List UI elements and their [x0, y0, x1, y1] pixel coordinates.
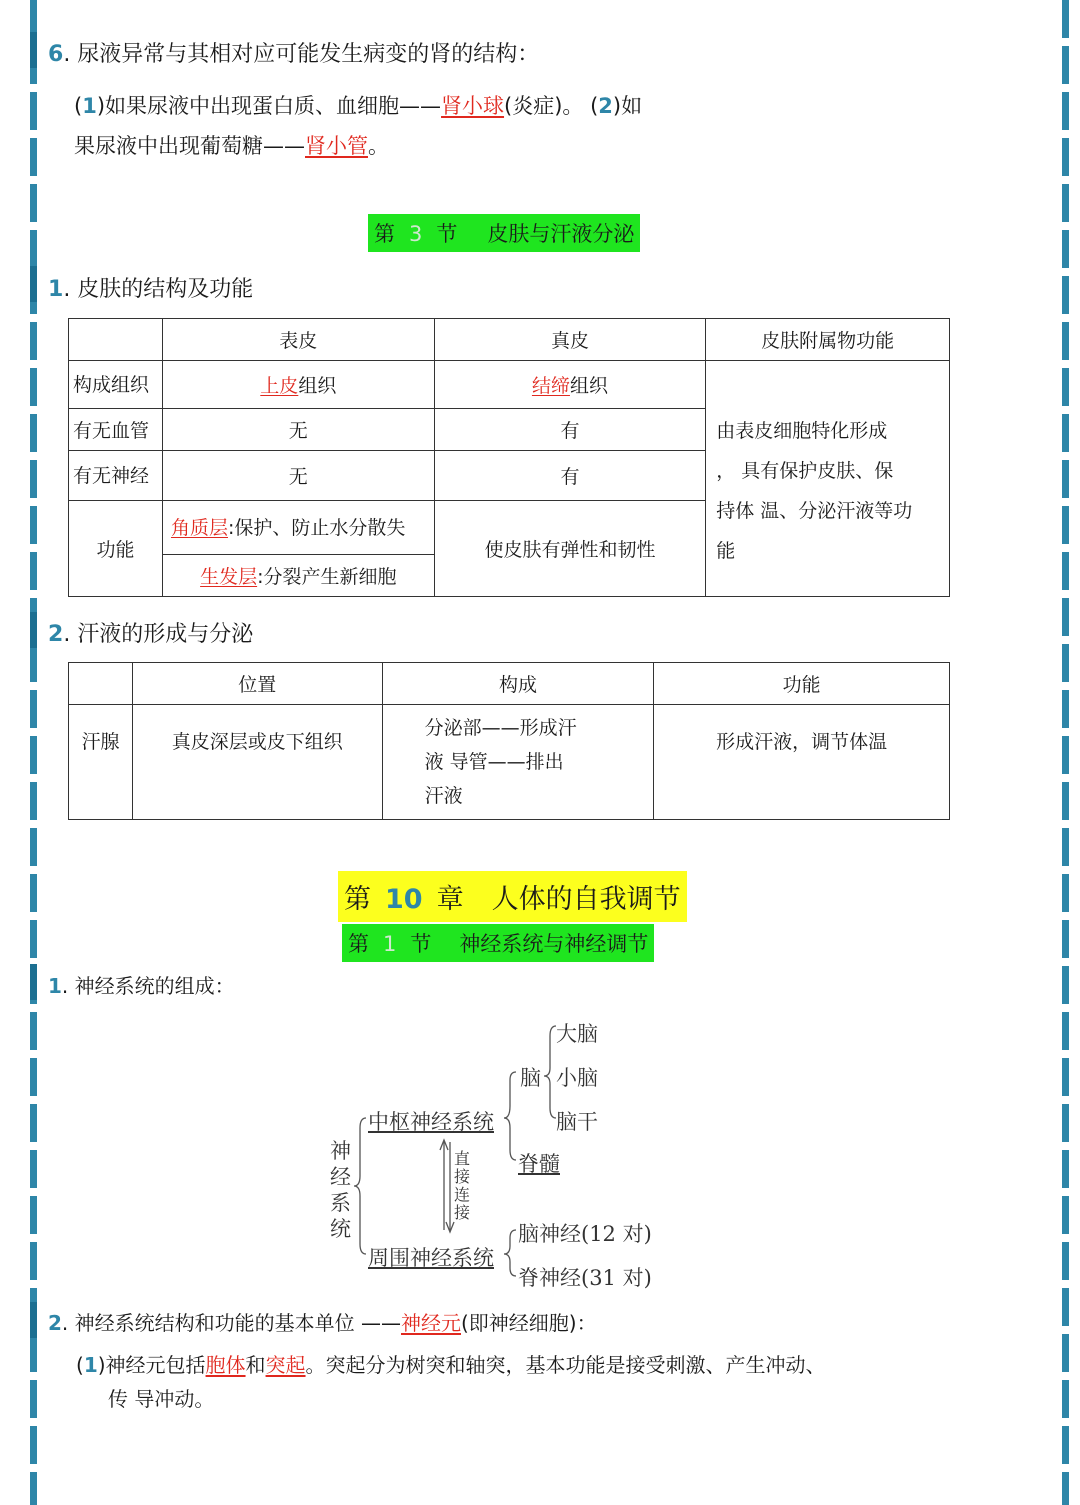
cranial-nerves-node: 脑神经(12 对): [518, 1222, 652, 1246]
left-dashed-border: [30, 0, 37, 1505]
brain-node: 脑: [520, 1066, 541, 1090]
item-6-paragraph: (1)如果尿液中出现蛋白质、血细胞——肾小球(炎症)。 (2)如 果尿液中出现葡萄糖——肾小管。: [74, 94, 643, 158]
appendage-function-cell: 由表皮细胞特化形成 ， 具有保护皮肤、保 持体 温、分泌汗液等功 能: [706, 361, 950, 597]
cerebellum-node: 小脑: [556, 1066, 598, 1090]
heading-marker: [30, 266, 37, 302]
dermis-composition: 结缔组织: [434, 361, 706, 409]
epidermis-vessels: 无: [162, 409, 434, 451]
brainstem-node: 脑干: [556, 1110, 598, 1134]
peripheral-nervous-system: 周围神经系统: [368, 1246, 494, 1270]
header-epidermis: 表皮: [162, 319, 434, 361]
header-function: 功能: [654, 663, 950, 705]
heading-marker: [30, 32, 37, 68]
direct-link-label: 直接连接: [454, 1149, 471, 1222]
header-position: 位置: [132, 663, 382, 705]
spinal-nerves-node: 脊神经(31 对): [518, 1266, 652, 1290]
root-nervous-system: 神经系统: [330, 1139, 351, 1241]
section-3-title: 第 3 节 皮肤与汗液分泌: [368, 214, 640, 252]
header-dermis: 真皮: [434, 319, 706, 361]
right-dashed-border: [1062, 0, 1069, 1505]
cerebrum-node: 大脑: [556, 1022, 598, 1046]
nervous-system-diagram: [320, 1010, 700, 1295]
table-corner-cell: [69, 663, 133, 705]
row-label-nerves: 有无神经: [69, 451, 163, 501]
skin-structure-table: [68, 318, 950, 597]
dermis-function: 使皮肤有弹性和韧性: [434, 501, 706, 597]
epidermis-composition: 上皮组织: [162, 361, 434, 409]
item-6-heading: 6. 尿液异常与其相对应可能发生病变的肾的结构：: [48, 42, 540, 67]
nervous-system-heading: 1. 神经系统的组成：: [48, 974, 235, 998]
heading-marker: [30, 612, 37, 648]
chapter-10-title: 第 10 章 人体的自我调节: [338, 871, 687, 922]
stratum-basale-function: 生发层:分裂产生新细胞: [162, 555, 434, 597]
spinal-cord-node: 脊髓: [518, 1152, 560, 1176]
dermis-vessels: 有: [434, 409, 706, 451]
header-composition: 构成: [382, 663, 654, 705]
stratum-corneum-function: 角质层:保护、防止水分散失: [162, 501, 434, 555]
central-nervous-system: 中枢神经系统: [368, 1110, 494, 1134]
table-corner-cell: [69, 319, 163, 361]
header-appendage: 皮肤附属物功能: [706, 319, 950, 361]
neuron-paragraph: (1)神经元包括胞体和突起。突起分为树突和轴突，基本功能是接受刺激、产生冲动、 传 导冲动。: [76, 1353, 826, 1411]
neuron-heading: 2. 神经系统结构和功能的基本单位 ——神经元(即神经细胞)：: [48, 1311, 597, 1335]
sweat-gland-label: 汗腺: [69, 705, 133, 820]
row-label-vessels: 有无血管: [69, 409, 163, 451]
sweat-gland-function: 形成汗液，调节体温: [654, 705, 950, 820]
epidermis-nerves: 无: [162, 451, 434, 501]
row-label-function: 功能: [69, 501, 163, 597]
sweat-heading: 2. 汗液的形成与分泌: [48, 622, 254, 647]
heading-marker: [30, 1302, 37, 1338]
sweat-gland-position: 真皮深层或皮下组织: [132, 705, 382, 820]
sweat-gland-composition: 分泌部——形成汗 液 导管——排出 汗液: [382, 705, 654, 820]
heading-marker: [30, 964, 37, 1000]
skin-structure-heading: 1. 皮肤的结构及功能: [48, 277, 254, 302]
sweat-gland-table: [68, 662, 950, 820]
dermis-nerves: 有: [434, 451, 706, 501]
row-label-composition: 构成组织: [69, 361, 163, 409]
section-1-title: 第 1 节 神经系统与神经调节: [342, 924, 654, 962]
